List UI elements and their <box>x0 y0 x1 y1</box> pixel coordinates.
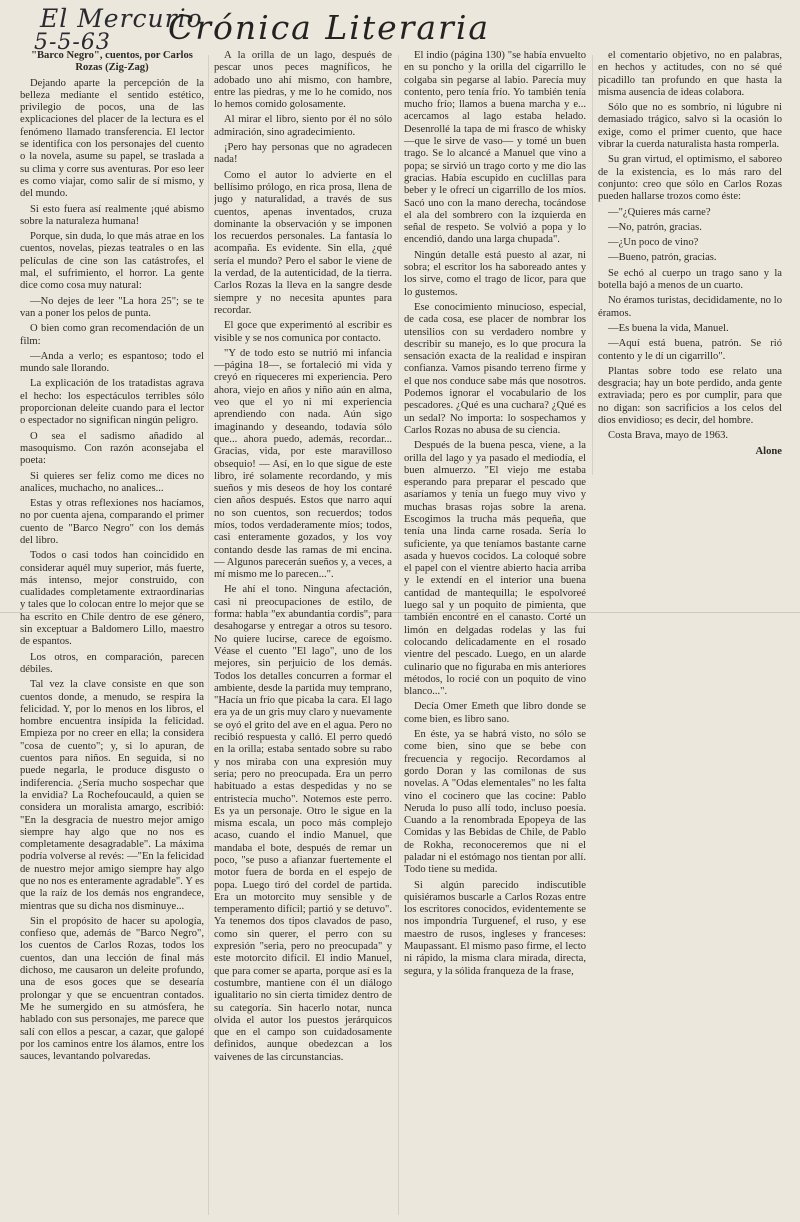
column-divider <box>592 55 593 475</box>
article-paragraph: En éste, ya se habrá visto, no sólo se come bien, sino que se bebe con frecuencia y regocijo. Recordamos al gordo Doran y las comilonas de sus novelas. A "Odas elementales" no les falta vino el cocinero que las cocine: Pablo Neruda lo puso allí todo, incluso poesía. Cuando a la renombrada Epopeya de las Comidas y las Bebidas de Chile, de Pablo de Rokha, reconoceremos que ni el paladar ni el estómago nos tientan por allí. Todo tiene su medida. <box>404 729 586 876</box>
article-paragraph: A la orilla de un lago, después de pescar unos peces magníficos, he adobado uno ahí mismo, con hambre, entre las piedras, y me lo he comido, nos lo hemos comido golosamente. <box>214 50 392 111</box>
article-paragraph: Sin el propósito de hacer su apología, confieso que, además de "Barco Negro", los cuentos de Carlos Rozas, todos los cuentos, dan una lección de final más dichoso, me causaron un deleite profundo, una de esos goces que se desearía prolongar y que se encuentran contados. Me he sumergido en su atmósfera, he hablado con sus personajes, me parece que salí con ellos a pescar, a cazar, que galopé por los caminos entre los álamos, entre los sauces, levantando polvaredas. <box>20 915 204 1063</box>
article-paragraph: Decía Omer Emeth que libro donde se come bien, es libro sano. <box>404 701 586 725</box>
article-paragraph: O bien como gran recomendación de un film: <box>20 323 204 347</box>
article-paragraph: —Anda a verlo; es espantoso; todo el mundo sale llorando. <box>20 350 204 375</box>
handwritten-publication-note: El Mercurio <box>40 4 203 33</box>
article-paragraph: Dejando aparte la percepción de la belleza mediante el sentido estético, privilegio de pocos, una de las explicaciones del placer de la lectura es el fenómeno llamado transferencia. El lector se identifica con los personajes del cuento o la novela, asume su papel, se traslada a su clima y corre sus aventuras. Por eso leer es como viajar, como salir de sí mismo, y del mundo. <box>20 77 204 200</box>
article-paragraph: La explicación de los tratadistas agrava el hecho: los espectáculos terribles sólo proporcionan deleite cuando para el lector o espectador no significan ningún peligro. <box>20 378 204 427</box>
author-signature: Alone <box>755 445 782 457</box>
article-paragraph: Los otros, en comparación, parecen débiles. <box>20 651 204 675</box>
article-paragraph: Estas y otras reflexiones nos hacíamos, no por cuenta ajena, comparando el primer cuento de "Barco Negro" con los demás del libro. <box>20 498 204 546</box>
article-paragraph: —"¿Quieres más carne? <box>608 206 711 218</box>
article-paragraph: El indio (página 130) "se había envuelto en su poncho y la orilla del cigarrillo le colgaba sin pegarse al labio. Parecía muy contento, pero tenía frío. Yo también tenía mucho frío; llamos a buena marcha y e... acercamos al lago estaba helado. Desenrollé la tapa de mi frasco de whisky —que le sirve de vaso— y tomé un buen trago. Se lo alcancé a Manuel que vino a popa; se sirvió un trago corto y me dio las gracias. Había escupido en cuclillas para beber y le ofrecí un cigarrillo de los míos. Sacó uno con la mano derecha, tocándose el ala del sombrero con la izquierda en señal de respeto. Se volvió a popa y lo encendió, dando una larga chupada". <box>404 50 586 246</box>
article-paragraph: ¡Pero hay personas que no agradecen nada! <box>214 142 392 166</box>
article-paragraph: Se echó al cuerpo un trago sano y la botella bajó a menos de un cuarto. <box>598 267 782 292</box>
article-column-2 <box>214 50 392 1218</box>
column-divider <box>208 55 209 1215</box>
article-headline: "Barco Negro", cuentos, por Carlos Rozas (Zig-Zag) <box>31 50 193 74</box>
article-paragraph: —Aquí está buena, patrón. Se rió contento y le dí un cigarrillo". <box>598 338 782 362</box>
article-paragraph: Ningún detalle está puesto al azar, ni sobra; el escritor los ha saboreado antes y los sirve, como el trago de licor, para que lo gustemos. <box>404 249 586 298</box>
article-paragraph: Porque, sin duda, lo que más atrae en los cuentos, novelas, piezas teatrales o en las películas de cine son las catástrofes, el mal, el sufrimiento, el horror. La gente dice como cosa muy natural: <box>20 231 204 292</box>
article-paragraph: Todos o casi todos han coincidido en considerar aquél muy superior, más fuerte, más intenso, mejor construido, con cualidades completamente extraordinarias y tales que lo colocan entre lo mejor que se ha escrito en Chile dentro de ese género, sin exceptuar a Baldomero Lillo, maestro de espantos. <box>20 550 204 648</box>
column-title: Crónica Literaria <box>168 8 491 47</box>
article-paragraph: O sea el sadismo añadido al masoquismo. Con razón aconsejaba el poeta: <box>20 430 204 467</box>
article-column-3 <box>404 50 586 1218</box>
column-divider <box>398 55 399 1215</box>
article-paragraph: Plantas sobre todo ese relato una desgracia; hay un bote perdido, anda gente extraviada; pero es por cumplir, para que no digan: son sacrificios a los celos del dios envidioso; es decir, del hombre. <box>598 365 782 427</box>
article-paragraph: el comentario objetivo, no en palabras, en hechos y actitudes, con no sé qué picadillo tan profundo en que hasta la misma ausencia de ideas colabora. <box>598 50 782 98</box>
article-paragraph: Su gran virtud, el optimismo, el saboreo de la existencia, es lo más raro del conjunto: creo que sólo en Carlos Rozas pueden hallarse trozos como éste: <box>598 154 782 203</box>
article-paragraph: Tal vez la clave consiste en que son cuentos donde, a menudo, se respira la felicidad. Y, por lo menos en los libros, el hombre encuentra insípida la felicidad. Empieza por no creer en ella; la considera "cosa de cuento"; y, si lo apuran, de cuentos para niños. En seguida, si no puede negarla, le produce disgusto o indiferencia. ¿Sería mucho sospechar que la envidia? La Rochefoucauld, a quien se considera un moralista amargo, escribió: "En la desgracia de nuestro mejor amigo siempre hay algo que no nos es completamente desagradable". La máxima podría volverse al revés: —"En la felicidad de nuestro mejor amigo siempre hay algo que no nos es enteramente agradable". Y es que la raíz de los demás nos engrandece, mientras que su dicha nos disminuye... <box>20 679 204 912</box>
article-paragraph: —Bueno, patrón, gracias. <box>608 252 717 264</box>
article-paragraph: Si esto fuera así realmente ¡qué abismo sobre la naturaleza humana! <box>20 203 204 227</box>
article-paragraph: Después de la buena pesca, viene, a la orilla del lago y ya pasado el mediodía, el buen almuerzo. "El viejo me estaba esperando para preparar el pescado que asaríamos y tenía un fuego muy vivo y muchas brasas rojas sobre la arena. Escogimos la trucha más pequeña, que tenía una linda carne rosada. Sería lo suficiente, ya que teníamos bastante carne asada y huevos cocidos. La coloqué sobre el papel con el vientre abierto hacia arriba y le extendí en el interior una buena cantidad de mantequilla; le espolvoreé luego sal y un poquito de pimienta, que también encontré en el canasto. Corté un limón en delgadas rodelas y las fui colocando delicadamente en el rosado vientre del pescado. Luego, en un alarde culinario que no figuraba en mis anteriores métodos, lo rocié con un poquito de vino blanco...". <box>404 440 586 698</box>
article-paragraph: —Es buena la vida, Manuel. <box>608 322 729 334</box>
article-paragraph: "Y de todo esto se nutrió mi infancia —página 18—, se fortaleció mi vida y creyó en riqueceres mi experiencia. Pero ahora, viejo en años y niño aún en alma, veo que el yo ni mi experiencia aprendiendo con nada. Aún sigo imaginando y deseando, todavía sólo que... ahora puedo, además, recordar... Gracias, vida, por este maravilloso obsequio! — Así, en lo que sigue de este libro, iré solamente recordando, y mis sueños y mis deseos de hoy los contaré cien años después. Estos que narro aquí no son cuentos, son recuerdos; todos míos, todos verdaderamente míos; todos, casi enteramente gozados, y los voy contando desde las ramas de mi encina. — Algunos parecerán sueños y, a veces, a mí mismo me lo parecen...". <box>214 347 392 581</box>
article-paragraph: Como el autor lo advierte en el bellísimo prólogo, en rica prosa, llena de jugo y naturalidad, a través de sus cuentos, apenas inventados, cruza dominante la observación y se imponen los recuerdos personales. La fantasía lo acompaña. Es evidente. Sin ella, ¿qué sería el mundo? Pero el sabor le viene de la verdad, de la autenticidad, de la tierra. Carlos Rozas la lleva en la sangre desde siempre y no necesita apuntes para recordar. <box>214 169 392 316</box>
article-paragraph: He ahí el tono. Ninguna afectación, casi ni preocupaciones de estilo, de forma: habla "ex abundantia cordis", para desahogarse y entregar a otros su tesoro. No quiere lucirse, carece de egoísmo. Véase el cuento "El lago", uno de los mejores, sin perjuicio de los demás. Todos los detalles concurren a formar el ambiente, desde la partida muy temprano, "Hacía un frío que picaba la cara. El lago era ya de un gris muy claro y nuevamente se oyó el grito del ave en el agua. Pero no recibió respuesta y calló. El perro quedó en la orilla; estaba sentado sobre su rabo y nos miraba con una expresión muy seria; pero no preocupada. Era un perro habituado a estas despedidas y no se entristecía mucho". Notemos este perro. Es ya un personaje. Otro le sigue en la misma escala, un poco más complejo acaso, cuando el indio Manuel, que mandaba el bote, después de remar un poco, "se puso a afianzar fuertemente el motor fuera de borda en el espejo de popa. Luego tiró del cordel de partida. Era un motorcito muy sensible y de temperamento difícil; partió y se detuvo". Ya tenemos dos tipos clavados de paso, como sin querer, el perro con su expresión "seria, pero no preocupada" y este motorcito difícil. El indio Manuel, que para comer se aparta, porque así es la costumbre, mantiene con él un diálogo igualitario no sin cierta timidez dentro de su categoría. Sin hacerlo notar, nunca olvida el autor los puestos jerárquicos que en el campo son cuidadosamente definidos, aunque obedezcan a los vaivenes de las circunstancias. <box>214 584 392 1063</box>
article-paragraph: —¿Un poco de vino? <box>608 237 699 249</box>
article-paragraph: —No dejes de leer "La hora 25"; se te van a poner los pelos de punta. <box>20 295 204 319</box>
article-paragraph: No éramos turistas, decididamente, no lo éramos. <box>598 295 782 319</box>
article-column-4 <box>598 50 782 470</box>
column-3-paragraphs <box>404 50 586 978</box>
handwritten-date-note: 5-5-63 <box>34 30 111 55</box>
column-1-paragraphs <box>20 78 204 1064</box>
article-paragraph: Si quieres ser feliz como me dices no analices, muchacho, no analices... <box>20 470 204 494</box>
article-paragraph: Al mirar el libro, siento por él no sólo admiración, sino agradecimiento. <box>214 114 392 138</box>
article-paragraph: El goce que experimentó al escribir es visible y se nos comunica por contacto. <box>214 320 392 344</box>
article-paragraph: Costa Brava, mayo de 1963. <box>608 430 729 442</box>
column-4-paragraphs <box>598 50 782 443</box>
article-paragraph: Sólo que no es sombrío, ni lúgubre ni demasiado trágico, salvo si la ocasión lo exige, como el primer cuento, que hace vibrar la cuerda naturalista hasta romperla. <box>598 102 782 151</box>
article-paragraph: —No, patrón, gracias. <box>608 221 702 233</box>
article-column-1 <box>20 50 204 1218</box>
article-paragraph: Ese conocimiento minucioso, especial, de cada cosa, ese placer de nombrar los utensilios con su verdadero nombre y describir su manejo, es lo que procura la sensación exacta de la realidad e inspiran confianza. Vamos pisando terreno firme y el que nos conduce sabe más que nosotros. Podemos ignorar el vocabulario de los pescadores. ¿Qué es una cuchara? ¿Qué es un sedal? No importa: lo sospechamos y Carlos Rozas no abusa de su ciencia. <box>404 301 586 436</box>
article-paragraph: Si algún parecido indiscutible quisiéramos buscarle a Carlos Rozas entre los escritores conocidos, evidentemente se nos impondría Turguenef, el ruso, y ese maestro de rusos, ingleses y franceses: Maupassant. El mismo paso firme, el lecto ni rápido, la misma clara mirada, directa, segura, y la sólida franqueza de la frase, <box>404 879 586 977</box>
column-2-paragraphs <box>214 50 392 1064</box>
